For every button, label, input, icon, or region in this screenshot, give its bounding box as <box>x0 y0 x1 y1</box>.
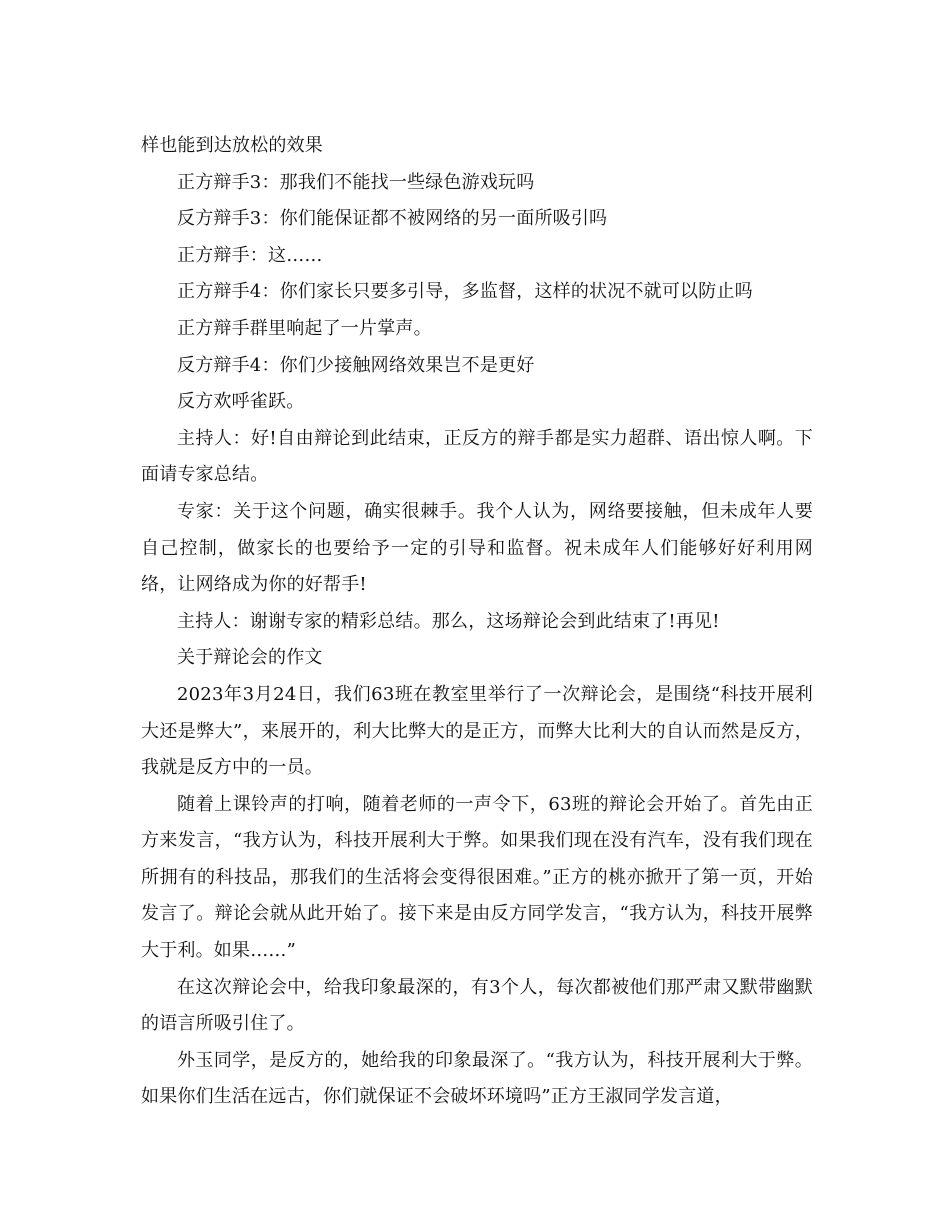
paragraph: 专家：关于这个问题，确实很棘手。我个人认为，网络要接触，但未成年人要自己控制，做家长的也要给予一定的引导和监督。祝未成年人们能够好好利用网络，让网络成为你的好帮手! <box>141 500 813 596</box>
paragraph: 正方辩手4：你们家长只要多引导，多监督，这样的状况不就可以防止吗 <box>177 281 753 303</box>
paragraph: 随着上课铃声的打响，随着老师的一声令下，63班的辩论会开始了。首先由正方来发言，“我方认为，科技开展利大于弊。如果我们现在没有汽车，没有我们现在所拥有的科技品，那我们的生活将会变得很困难。”正方的桃亦掀开了第一页，开始发言了。辩论会就从此开始了。接下来是由反方同学发言，“我方认为，科技开展弊大于利。如果……” <box>141 793 813 962</box>
document-body <box>141 128 813 1116</box>
paragraph: 反方辩手4：你们少接触网络效果岂不是更好 <box>177 354 535 376</box>
paragraph: 主持人：谢谢专家的精彩总结。那么，这场辩论会到此结束了!再见! <box>177 610 720 632</box>
paragraph: 正方辩手：这…… <box>177 244 323 266</box>
paragraph: 样也能到达放松的效果 <box>141 135 323 156</box>
paragraph: 反方欢呼雀跃。 <box>177 391 305 413</box>
paragraph: 正方辩手3：那我们不能找一些绿色游戏玩吗 <box>177 171 535 193</box>
paragraph: 正方辩手群里响起了一片掌声。 <box>177 317 432 339</box>
paragraph: 2023年3月24日，我们63班在教室里举行了一次辩论会，是围绕“科技开展利大还是弊大”，来展开的，利大比弊大的是正方，而弊大比利大的自认而然是反方，我就是反方中的一员。 <box>141 683 813 779</box>
section-heading: 关于辩论会的作文 <box>177 647 323 669</box>
paragraph: 外玉同学，是反方的，她给我的印象最深了。“我方认为，科技开展利大于弊。如果你们生活在远古，你们就保证不会破坏环境吗”正方王淑同学发言道， <box>141 1049 813 1108</box>
paragraph: 主持人：好!自由辩论到此结束，正反方的辩手都是实力超群、语出惊人啊。下面请专家总结。 <box>141 427 813 486</box>
paragraph: 在这次辩论会中，给我印象最深的，有3个人，每次都被他们那严肃又默带幽默的语言所吸引住了。 <box>141 976 813 1035</box>
paragraph: 反方辩手3：你们能保证都不被网络的另一面所吸引吗 <box>177 208 608 230</box>
